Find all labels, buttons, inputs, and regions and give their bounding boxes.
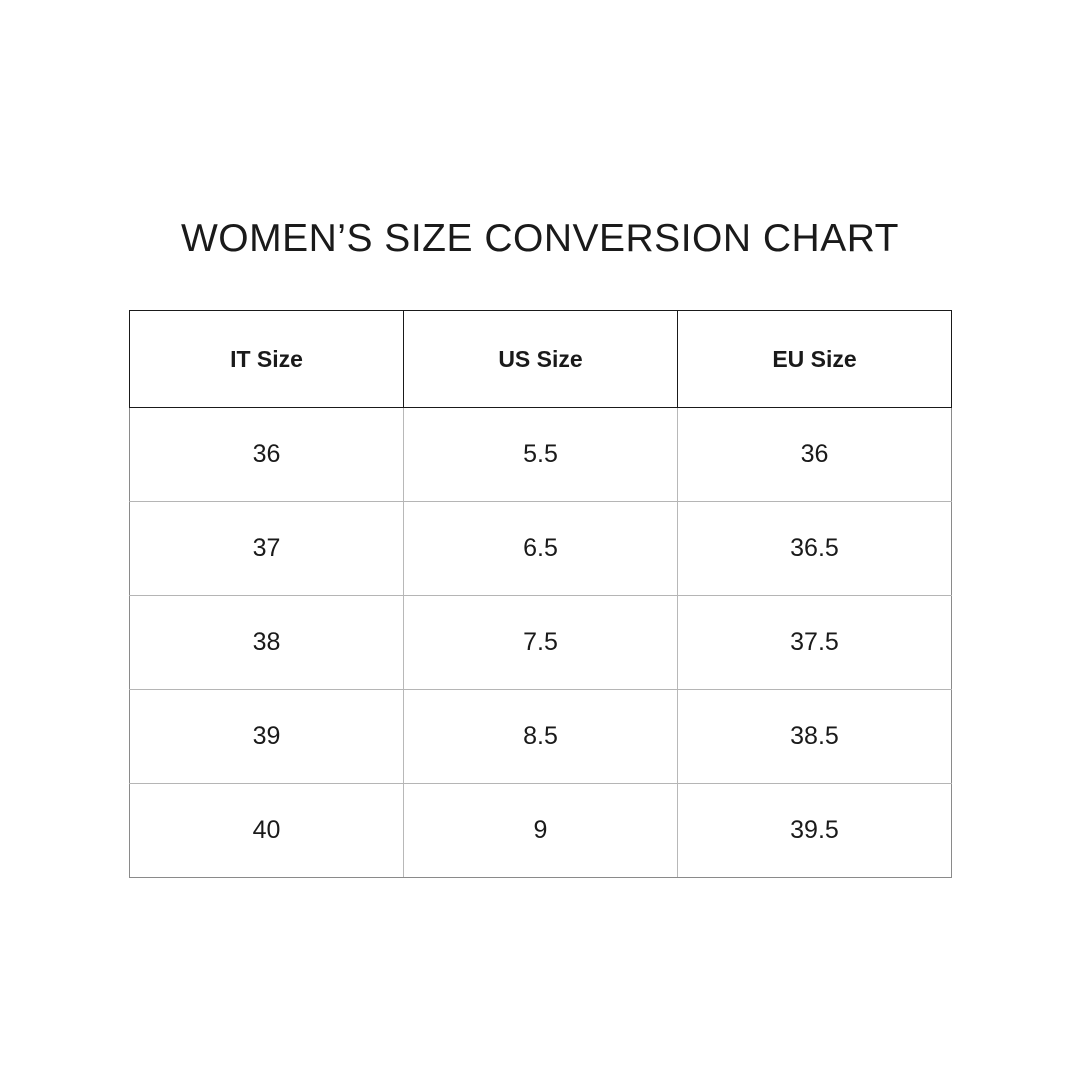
cell-eu-size: 37.5	[678, 596, 952, 690]
cell-us-size: 8.5	[404, 690, 678, 784]
table-body	[130, 408, 952, 878]
cell-it-size: 40	[130, 784, 404, 878]
cell-us-size: 7.5	[404, 596, 678, 690]
table-row	[130, 690, 952, 784]
cell-it-size: 39	[130, 690, 404, 784]
table-row	[130, 784, 952, 878]
cell-it-size: 36	[130, 408, 404, 502]
cell-eu-size: 38.5	[678, 690, 952, 784]
table-header	[130, 311, 952, 408]
cell-us-size: 5.5	[404, 408, 678, 502]
table-row	[130, 596, 952, 690]
size-conversion-table-wrapper	[129, 310, 951, 878]
table-header-row	[130, 311, 952, 408]
cell-it-size: 38	[130, 596, 404, 690]
cell-eu-size: 39.5	[678, 784, 952, 878]
size-conversion-table	[129, 310, 952, 878]
cell-us-size: 9	[404, 784, 678, 878]
cell-eu-size: 36.5	[678, 502, 952, 596]
column-header-it-size: IT Size	[130, 311, 404, 408]
column-header-eu-size: EU Size	[678, 311, 952, 408]
cell-us-size: 6.5	[404, 502, 678, 596]
column-header-us-size: US Size	[404, 311, 678, 408]
cell-eu-size: 36	[678, 408, 952, 502]
cell-it-size: 37	[130, 502, 404, 596]
table-row	[130, 408, 952, 502]
table-row	[130, 502, 952, 596]
page-title: WOMEN’S SIZE CONVERSION CHART	[180, 217, 899, 260]
